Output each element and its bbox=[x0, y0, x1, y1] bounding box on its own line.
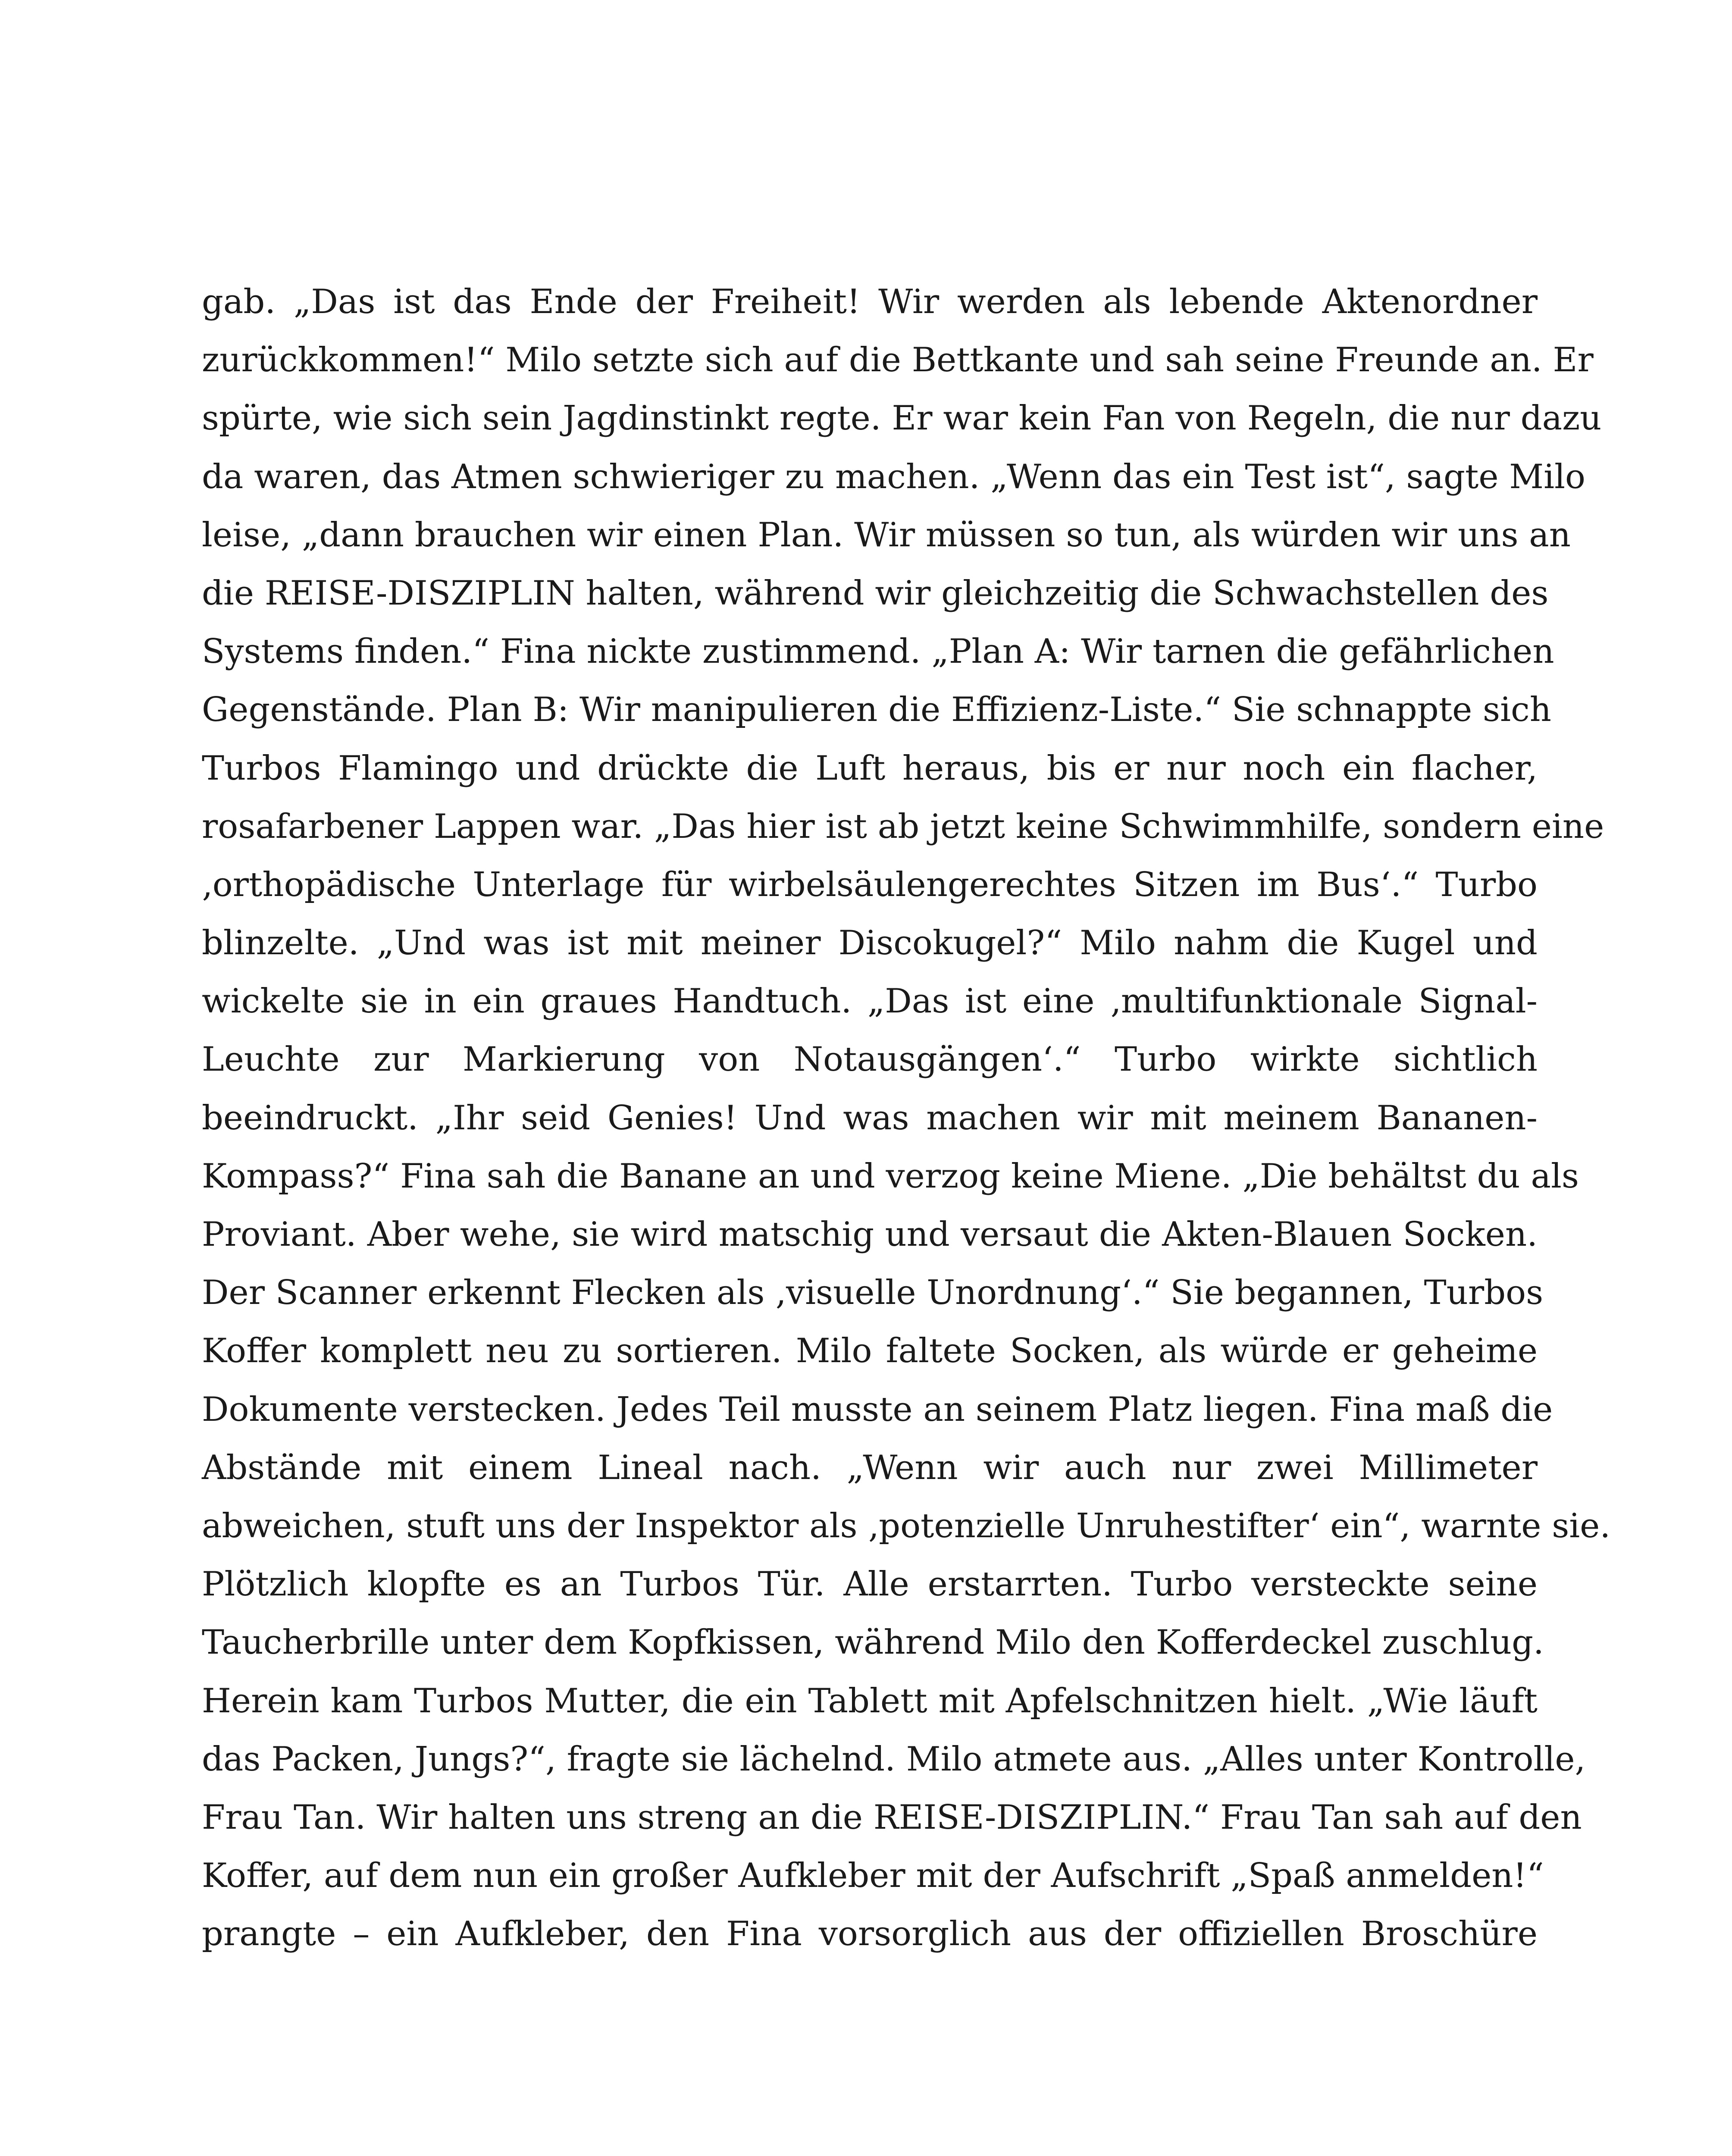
text-line: da waren, das Atmen schwieriger zu machen. „Wenn das ein Test ist“, sagte Milo bbox=[202, 457, 1586, 496]
text-line: Systems finden.“ Fina nickte zustimmend. „Plan A: Wir tarnen die gefährlichen bbox=[202, 632, 1554, 671]
text-line: Koffer, auf dem nun ein großer Aufkleber mit der Aufschrift „Spaß anmelden!“ bbox=[202, 1856, 1544, 1896]
body-text bbox=[202, 273, 1611, 1963]
text-line: Leuchte zur Markierung von Notausgängen‘.“ Turbo wirkte sichtlich bbox=[202, 1040, 1538, 1079]
text-line: Frau Tan. Wir halten uns streng an die REISE-DISZIPLIN.“ Frau Tan sah auf den bbox=[202, 1798, 1582, 1837]
text-line: leise, „dann brauchen wir einen Plan. Wir müssen so tun, als würden wir uns an bbox=[202, 515, 1571, 555]
text-line: Koffer komplett neu zu sortieren. Milo faltete Socken, als würde er geheime bbox=[202, 1332, 1538, 1371]
text-line: das Packen, Jungs?“, fragte sie lächelnd. Milo atmete aus. „Alles unter Kontrolle, bbox=[202, 1739, 1586, 1779]
text-line: Proviant. Aber wehe, sie wird matschig und versaut die Akten-Blauen Socken. bbox=[202, 1215, 1538, 1254]
text-line: spürte, wie sich sein Jagdinstinkt regte. Er war kein Fan von Regeln, die nur dazu bbox=[202, 399, 1602, 438]
text-line: Der Scanner erkennt Flecken als ‚visuelle Unordnung‘.“ Sie begannen, Turbos bbox=[202, 1273, 1544, 1313]
text-line: blinzelte. „Und was ist mit meiner Discokugel?“ Milo nahm die Kugel und bbox=[202, 924, 1538, 963]
text-line: Kompass?“ Fina sah die Banane an und verzog keine Miene. „Die behältst du als bbox=[202, 1156, 1579, 1196]
text-line: Taucherbrille unter dem Kopfkissen, während Milo den Kofferdeckel zuschlug. bbox=[202, 1623, 1544, 1662]
text-line: zurückkommen!“ Milo setzte sich auf die Bettkante und sah seine Freunde an. Er bbox=[202, 341, 1594, 380]
text-line: beeindruckt. „Ihr seid Genies! Und was machen wir mit meinem Bananen- bbox=[202, 1098, 1538, 1138]
text-line: gab. „Das ist das Ende der Freiheit! Wir werden als lebende Aktenordner bbox=[202, 282, 1538, 321]
text-line: abweichen, stuft uns der Inspektor als ‚potenzielle Unruhestifter‘ ein“, warnte sie. bbox=[202, 1506, 1611, 1545]
text-line: Herein kam Turbos Mutter, die ein Tablett mit Apfelschnitzen hielt. „Wie läuft bbox=[202, 1681, 1538, 1720]
text-line: Abstände mit einem Lineal nach. „Wenn wir auch nur zwei Millimeter bbox=[202, 1448, 1538, 1487]
text-line: Turbos Flamingo und drückte die Luft heraus, bis er nur noch ein flacher, bbox=[202, 749, 1538, 788]
text-line: ‚orthopädische Unterlage für wirbelsäulengerechtes Sitzen im Bus‘.“ Turbo bbox=[202, 865, 1538, 904]
text-line: die REISE-DISZIPLIN halten, während wir gleichzeitig die Schwachstellen des bbox=[202, 573, 1549, 613]
text-line: Plötzlich klopfte es an Turbos Tür. Alle erstarrten. Turbo versteckte seine bbox=[202, 1565, 1538, 1604]
text-line: Dokumente verstecken. Jedes Teil musste an seinem Platz liegen. Fina maß die bbox=[202, 1390, 1553, 1429]
text-line: wickelte sie in ein graues Handtuch. „Das ist eine ‚multifunktionale Signal- bbox=[202, 982, 1538, 1021]
text-line: Gegenstände. Plan B: Wir manipulieren die Effizienz-Liste.“ Sie schnappte sich bbox=[202, 690, 1551, 730]
text-line: prangte – ein Aufkleber, den Fina vorsorglich aus der offiziellen Broschüre bbox=[202, 1915, 1538, 1954]
text-line: rosafarbener Lappen war. „Das hier ist ab jetzt keine Schwimmhilfe, sondern eine bbox=[202, 807, 1604, 846]
